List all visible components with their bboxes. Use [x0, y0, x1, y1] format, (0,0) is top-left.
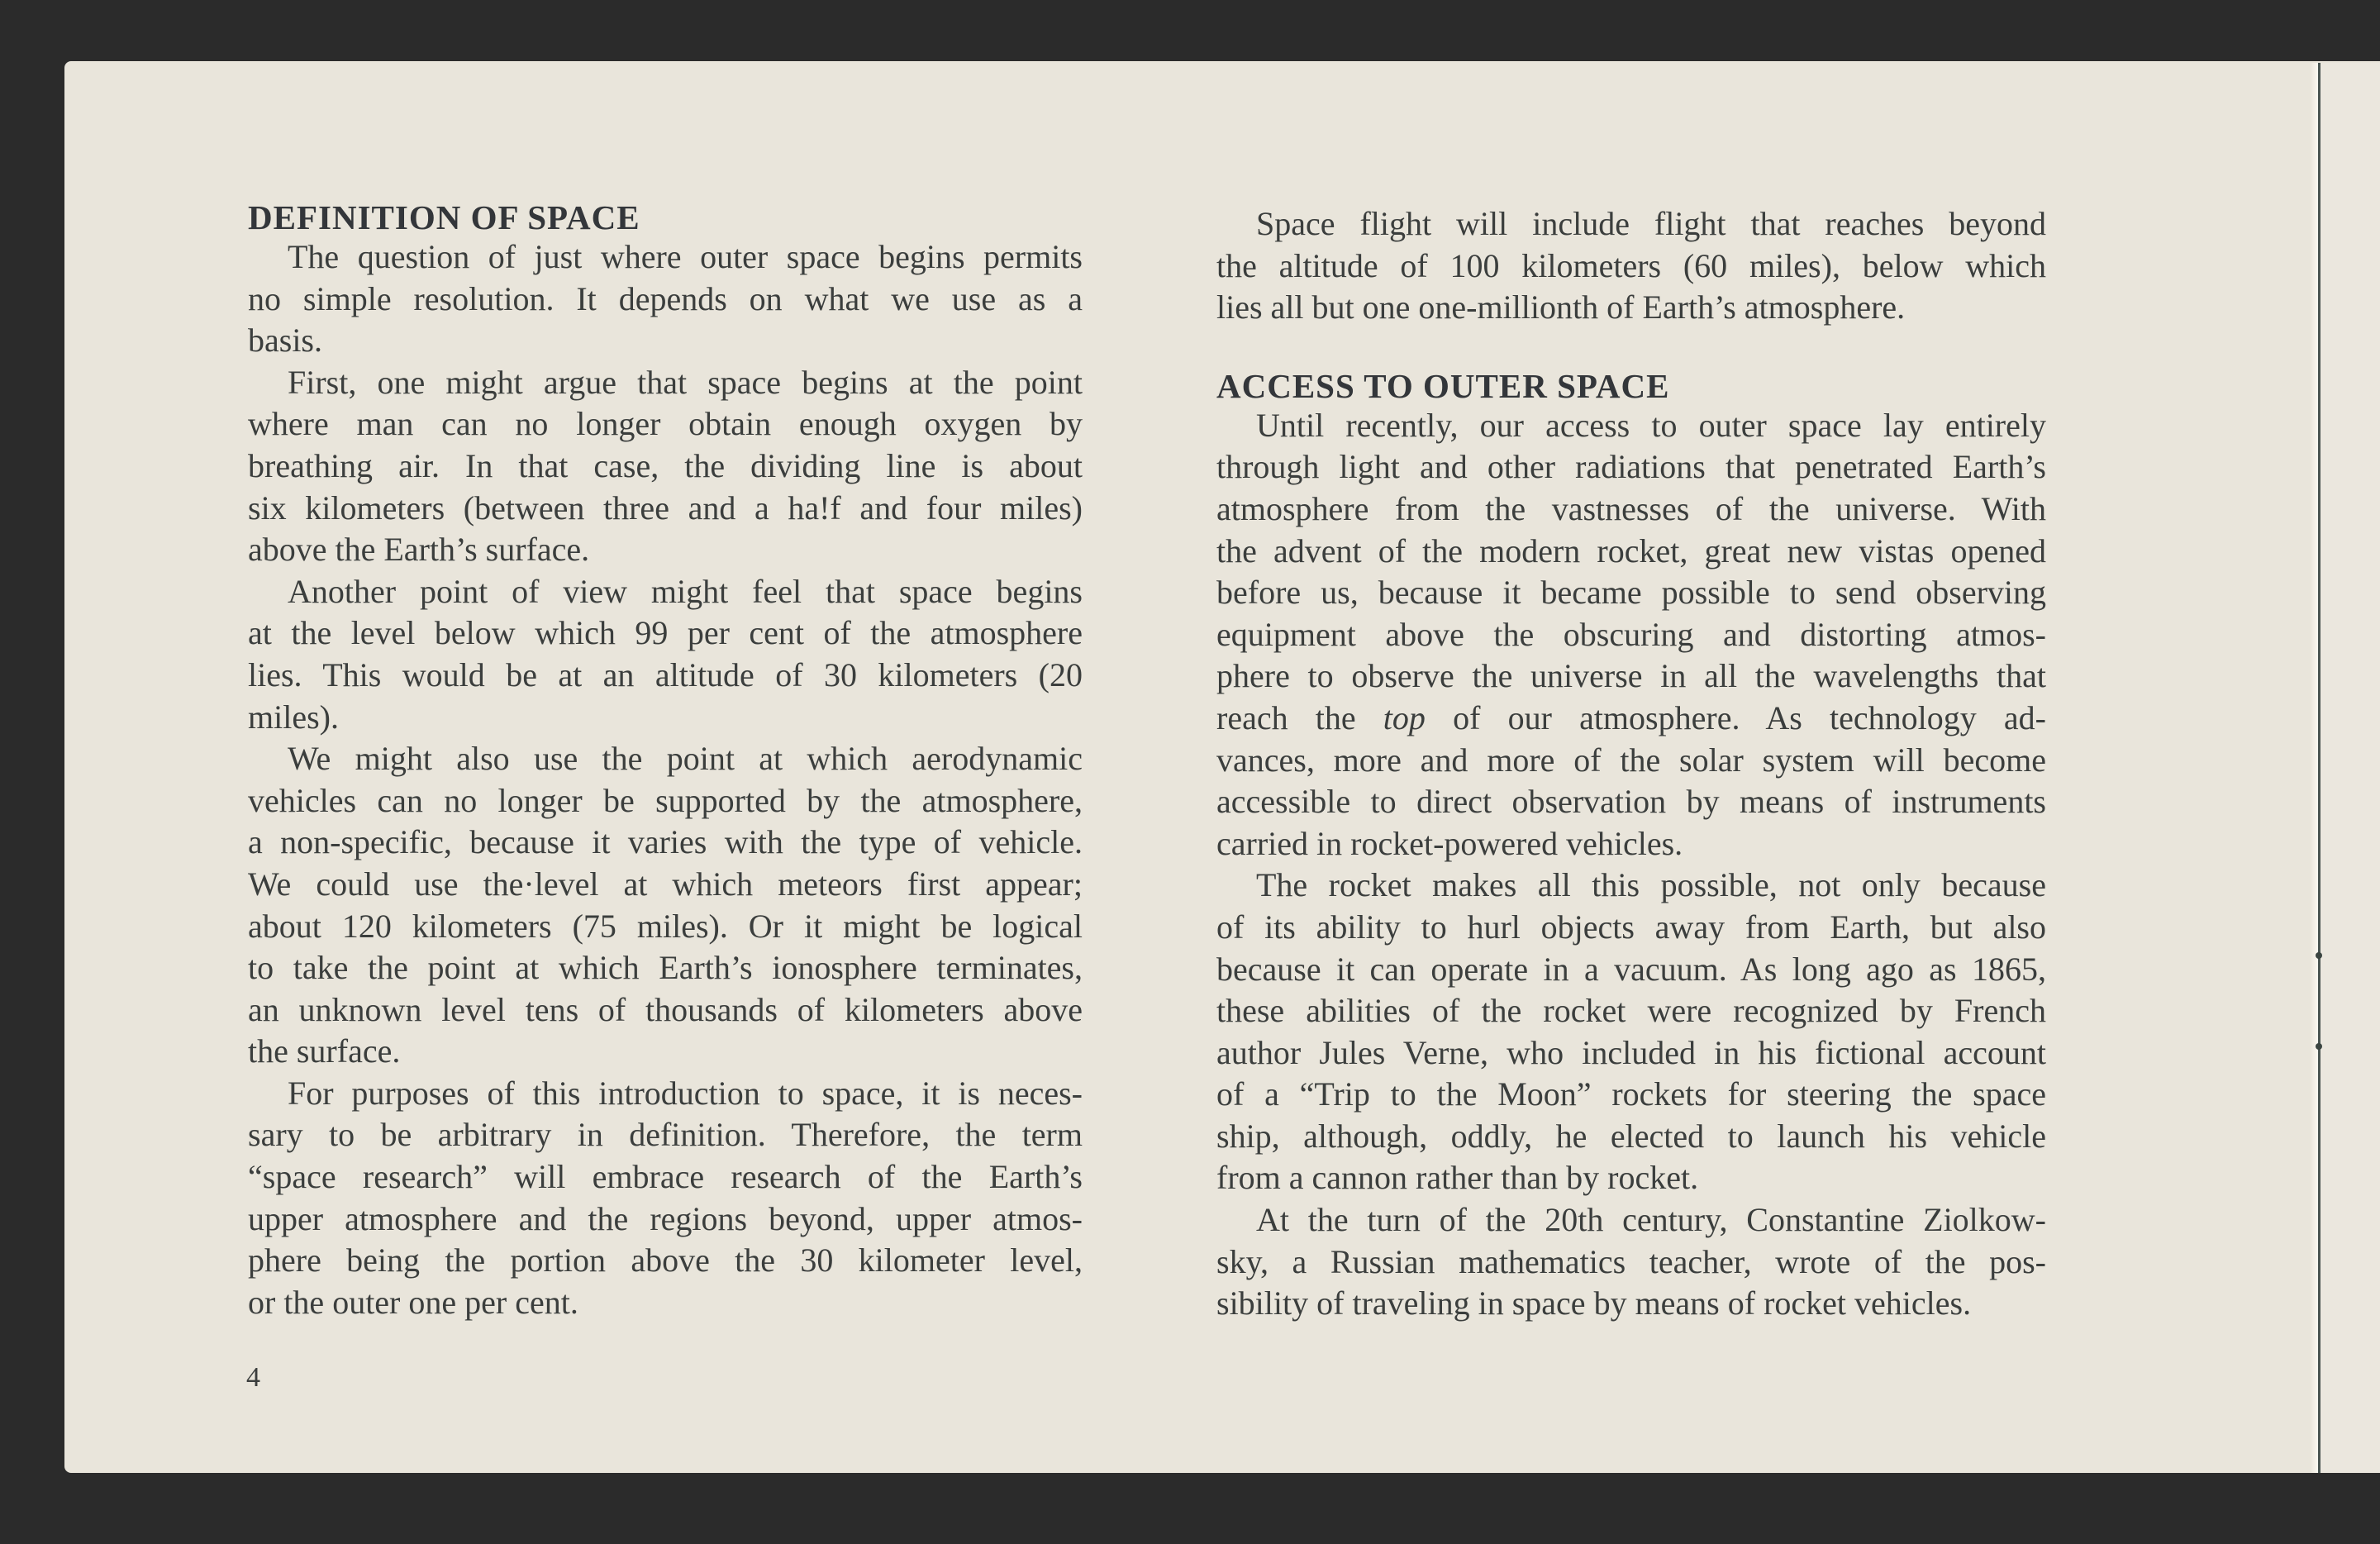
- text-line: lies. This would be at an altitude of 30 kilometers (20: [248, 655, 1083, 693]
- text-line: these abilities of the rocket were recognized by French: [1216, 992, 2046, 1030]
- text-line: We might also use the point at which aerodynamic: [288, 740, 1083, 778]
- text-line: sky, a Russian mathematics teacher, wrote of the pos-: [1216, 1242, 2046, 1280]
- text-line: sibility of traveling in space by means of rocket vehicles.: [1216, 1284, 1972, 1322]
- paragraph: [1216, 1199, 2046, 1325]
- text-line: of its ability to hurl objects away from Earth, but also: [1216, 908, 2046, 946]
- text-line: The question of just where outer space begins permits: [288, 238, 1083, 275]
- text-line: vances, more and more of the solar system will become: [1216, 741, 2046, 779]
- text-line: author Jules Verne, who included in his fictional account: [1216, 1033, 2046, 1071]
- left-column: [248, 198, 1083, 1323]
- text-line: The rocket makes all this possible, not only because: [1256, 866, 2046, 904]
- text-line: where man can no longer obtain enough oxygen by: [248, 405, 1083, 443]
- text-line: Until recently, our access to outer space lay entirely: [1256, 406, 2046, 444]
- text-line: “space research” will embrace research of the Earth’s: [248, 1158, 1083, 1196]
- text-line: before us, because it became possible to send observing: [1216, 574, 2046, 612]
- text-line: ship, although, oddly, he elected to launch his vehicle: [1216, 1117, 2046, 1155]
- text-line: to take the point at which Earth’s ionosphere terminates,: [248, 949, 1083, 987]
- paragraph: [248, 1073, 1083, 1324]
- paragraph: [248, 362, 1083, 571]
- text-line: lies all but one one-millionth of Earth’s atmosphere.: [1216, 288, 1906, 326]
- text-line: the advent of the modern rocket, great new vistas opened: [1216, 531, 2046, 569]
- text-line: about 120 kilometers (75 miles). Or it might be logical: [248, 907, 1083, 945]
- paragraph: [1216, 865, 2046, 1199]
- text-line: the altitude of 100 kilometers (60 miles), below which: [1216, 246, 2046, 284]
- text-line: We could use the·level at which meteors first appear;: [248, 865, 1083, 903]
- text-line: upper atmosphere and the regions beyond, upper atmos-: [248, 1199, 1083, 1237]
- paragraph: [248, 738, 1083, 1073]
- spacer: [1216, 329, 2046, 367]
- paragraph: [248, 236, 1083, 362]
- text-line: phere being the portion above the 30 kilometer level,: [248, 1241, 1083, 1280]
- text-line: through light and other radiations that penetrated Earth’s: [1216, 448, 2046, 486]
- text-fragment: of our atmosphere. As technology ad-: [1425, 698, 2046, 736]
- paragraph: [248, 571, 1083, 738]
- binding-stitch: [2316, 952, 2322, 959]
- text-line: atmosphere from the vastnesses of the universe. With: [1216, 489, 2046, 527]
- section-heading-access-to-outer-space: ACCESS TO OUTER SPACE: [1216, 366, 1670, 405]
- text-line: above the Earth’s surface.: [248, 531, 590, 569]
- text-line: For purposes of this introduction to space, it is neces-: [288, 1074, 1083, 1112]
- text-line: vehicles can no longer be supported by the atmosphere,: [248, 781, 1083, 819]
- text-fragment: reach the: [1216, 698, 1383, 736]
- text-line: at the level below which 99 per cent of the atmosphere: [248, 614, 1083, 652]
- text-line: the surface.: [248, 1032, 401, 1070]
- text-line: no simple resolution. It depends on what we use as a: [248, 279, 1083, 317]
- text-line: At the turn of the 20th century, Constantine Ziolkow-: [1256, 1201, 2046, 1239]
- binding-stitch: [2316, 1043, 2322, 1050]
- text-line: an unknown level tens of thousands of kilometers above: [248, 990, 1083, 1028]
- text-line: carried in rocket-powered vehicles.: [1216, 824, 1683, 862]
- text-line: phere to observe the universe in all the wavelengths that: [1216, 657, 2046, 695]
- text-line: Another point of view might feel that space begins: [288, 572, 1083, 610]
- text-line: basis.: [248, 322, 322, 360]
- page-number: 4: [246, 1362, 260, 1393]
- text-line: Space flight will include flight that reaches beyond: [1256, 205, 2046, 242]
- gutter-shadow: [2310, 63, 2318, 1473]
- paragraph: [1216, 405, 2046, 865]
- text-line: six kilometers (between three and a ha!f and four miles): [248, 488, 1083, 527]
- section-heading-definition-of-space: DEFINITION OF SPACE: [248, 198, 640, 236]
- facing-page-edge: [2320, 63, 2380, 1473]
- text-line: of a “Trip to the Moon” rockets for steering the space: [1216, 1075, 2046, 1113]
- text-line: accessible to direct observation by means of instruments: [1216, 783, 2046, 821]
- text-line: breathing air. In that case, the dividing line is about: [248, 446, 1083, 484]
- right-column: [1216, 203, 2046, 1325]
- text-line: First, one might argue that space begins at the point: [288, 363, 1083, 401]
- text-line: or the outer one per cent.: [248, 1283, 578, 1321]
- text-line: miles).: [248, 698, 339, 736]
- text-line: from a cannon rather than by rocket.: [1216, 1159, 1699, 1197]
- text-line-with-italic: [1216, 698, 2046, 740]
- text-line: a non-specific, because it varies with the type of vehicle.: [248, 823, 1083, 861]
- text-line: equipment above the obscuring and distorting atmos-: [1216, 615, 2046, 653]
- italic-word: top: [1383, 698, 1426, 736]
- binding-gutter: [2318, 63, 2320, 1473]
- paragraph: [1216, 203, 2046, 329]
- text-line: sary to be arbitrary in definition. Therefore, the term: [248, 1116, 1083, 1154]
- text-line: because it can operate in a vacuum. As long ago as 1865,: [1216, 950, 2046, 988]
